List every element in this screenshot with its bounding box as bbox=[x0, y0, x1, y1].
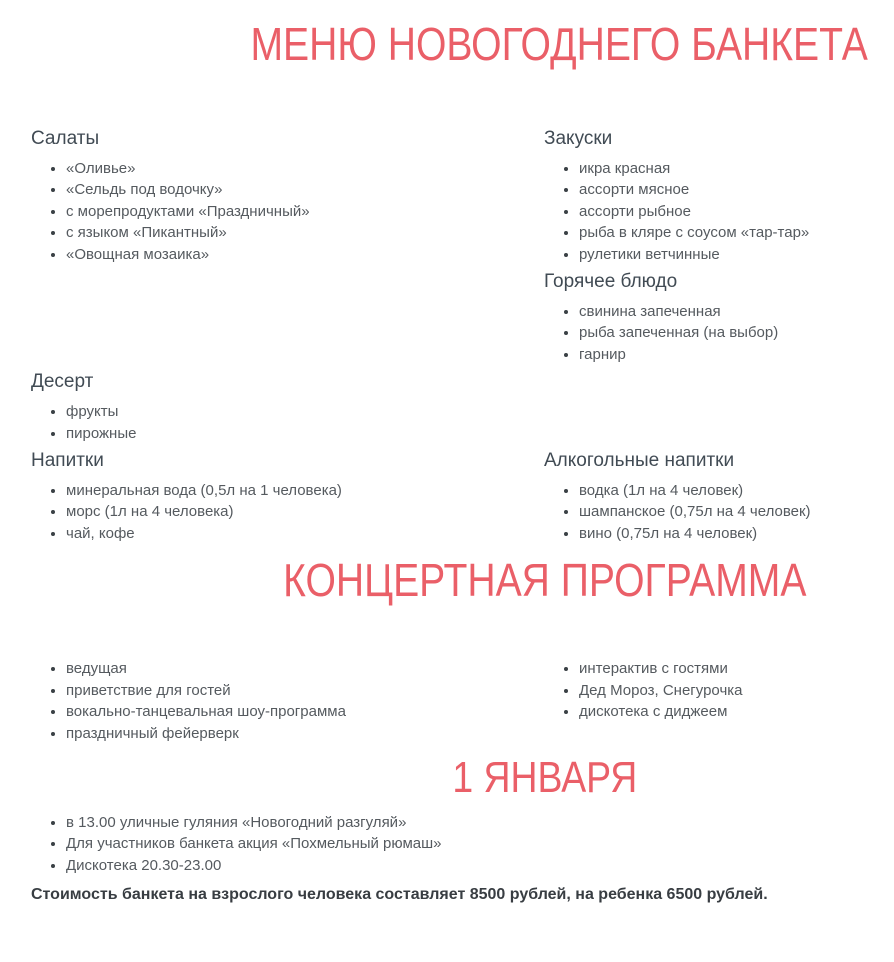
section-heading: Алкогольные напитки bbox=[544, 450, 735, 472]
list-item: • в 13.00 уличные гуляния «Новогодний разгуляй» bbox=[66, 812, 894, 833]
hot-dish-list bbox=[544, 301, 894, 365]
list-item: • приветствие для гостей bbox=[66, 680, 544, 701]
section-heading: Закуски bbox=[544, 128, 613, 149]
list-item: • свинина запеченная bbox=[579, 301, 894, 322]
price-note: Стоимость банкета на взрослого человека составляет 8500 рублей, на ребенка 6500 рублей. bbox=[31, 886, 768, 904]
list-item: • Дед Мороз, Снегурочка bbox=[579, 680, 894, 701]
list-item: • ассорти рыбное bbox=[579, 201, 894, 222]
dessert-list bbox=[31, 401, 544, 444]
menu-cell-row2-left bbox=[31, 371, 544, 450]
list-item: • «Овощная мозаика» bbox=[66, 244, 544, 265]
list-item: • ассорти мясное bbox=[579, 179, 894, 200]
menu-cell-row1-left bbox=[31, 128, 544, 271]
program-cell-left bbox=[31, 650, 544, 744]
alcohol-list bbox=[544, 480, 894, 544]
list-item: • водка (1л на 4 человек) bbox=[579, 480, 894, 501]
appetizers-list bbox=[544, 158, 894, 265]
salads-list bbox=[31, 158, 544, 265]
list-item: • фрукты bbox=[66, 401, 544, 422]
section-salads bbox=[31, 128, 544, 265]
concert-program-title bbox=[196, 554, 894, 606]
section-hot-dish bbox=[544, 271, 894, 365]
section-heading: Салаты bbox=[31, 128, 100, 149]
drinks-list bbox=[31, 480, 544, 544]
list-item: • Дискотека 20.30-23.00 bbox=[66, 855, 894, 876]
list-item: • «Оливье» bbox=[66, 158, 544, 179]
section-dessert bbox=[31, 371, 544, 444]
list-item: • рыба в кляре с соусом «тар-тар» bbox=[579, 222, 894, 243]
section-drinks bbox=[31, 450, 544, 544]
program-cell-right bbox=[544, 650, 894, 722]
january-title-text: 1 ЯНВАРЯ bbox=[452, 752, 638, 802]
concert-program-title-text: КОНЦЕРТНАЯ ПРОГРАММА bbox=[283, 554, 807, 607]
january-list bbox=[31, 812, 894, 876]
section-heading: Горячее блюдо bbox=[544, 271, 678, 293]
list-item: • дискотека с диджеем bbox=[579, 701, 894, 722]
program-list-right bbox=[544, 658, 894, 722]
list-item: • икра красная bbox=[579, 158, 894, 179]
list-item: • Для участников банкета акция «Похмельный рюмаш» bbox=[66, 833, 894, 854]
list-item: • пирожные bbox=[66, 423, 544, 444]
section-heading: Напитки bbox=[31, 450, 104, 472]
list-item: • чай, кофе bbox=[66, 523, 544, 544]
list-item: • рыба запеченная (на выбор) bbox=[579, 322, 894, 343]
list-item: • вокально-танцевальная шоу-программа bbox=[66, 701, 544, 722]
menu-cell-row1-right bbox=[544, 128, 894, 371]
page-title-text: МЕНЮ НОВОГОДНЕГО БАНКЕТА bbox=[250, 18, 868, 70]
list-item: • с морепродуктами «Праздничный» bbox=[66, 201, 544, 222]
january-title bbox=[196, 752, 894, 804]
list-item: • рулетики ветчинные bbox=[579, 244, 894, 265]
menu-cell-row3-right bbox=[544, 450, 894, 550]
list-item: • праздничный фейерверк bbox=[66, 723, 544, 744]
list-item: • ведущая bbox=[66, 658, 544, 679]
menu-cell-row3-left bbox=[31, 450, 544, 550]
menu-grid bbox=[31, 128, 894, 550]
page-title bbox=[196, 18, 894, 70]
list-item: • «Сельдь под водочку» bbox=[66, 179, 544, 200]
list-item: • морс (1л на 4 человека) bbox=[66, 501, 544, 522]
section-alcohol bbox=[544, 450, 894, 544]
program-list-left bbox=[31, 658, 544, 744]
list-item: • шампанское (0,75л на 4 человек) bbox=[579, 501, 894, 522]
list-item: • с языком «Пикантный» bbox=[66, 222, 544, 243]
section-heading: Десерт bbox=[31, 371, 94, 393]
list-item: • гарнир bbox=[579, 344, 894, 365]
section-appetizers bbox=[544, 128, 894, 265]
list-item: • минеральная вода (0,5л на 1 человека) bbox=[66, 480, 544, 501]
list-item: • интерактив с гостями bbox=[579, 658, 894, 679]
concert-program-grid bbox=[31, 650, 894, 744]
list-item: • вино (0,75л на 4 человек) bbox=[579, 523, 894, 544]
